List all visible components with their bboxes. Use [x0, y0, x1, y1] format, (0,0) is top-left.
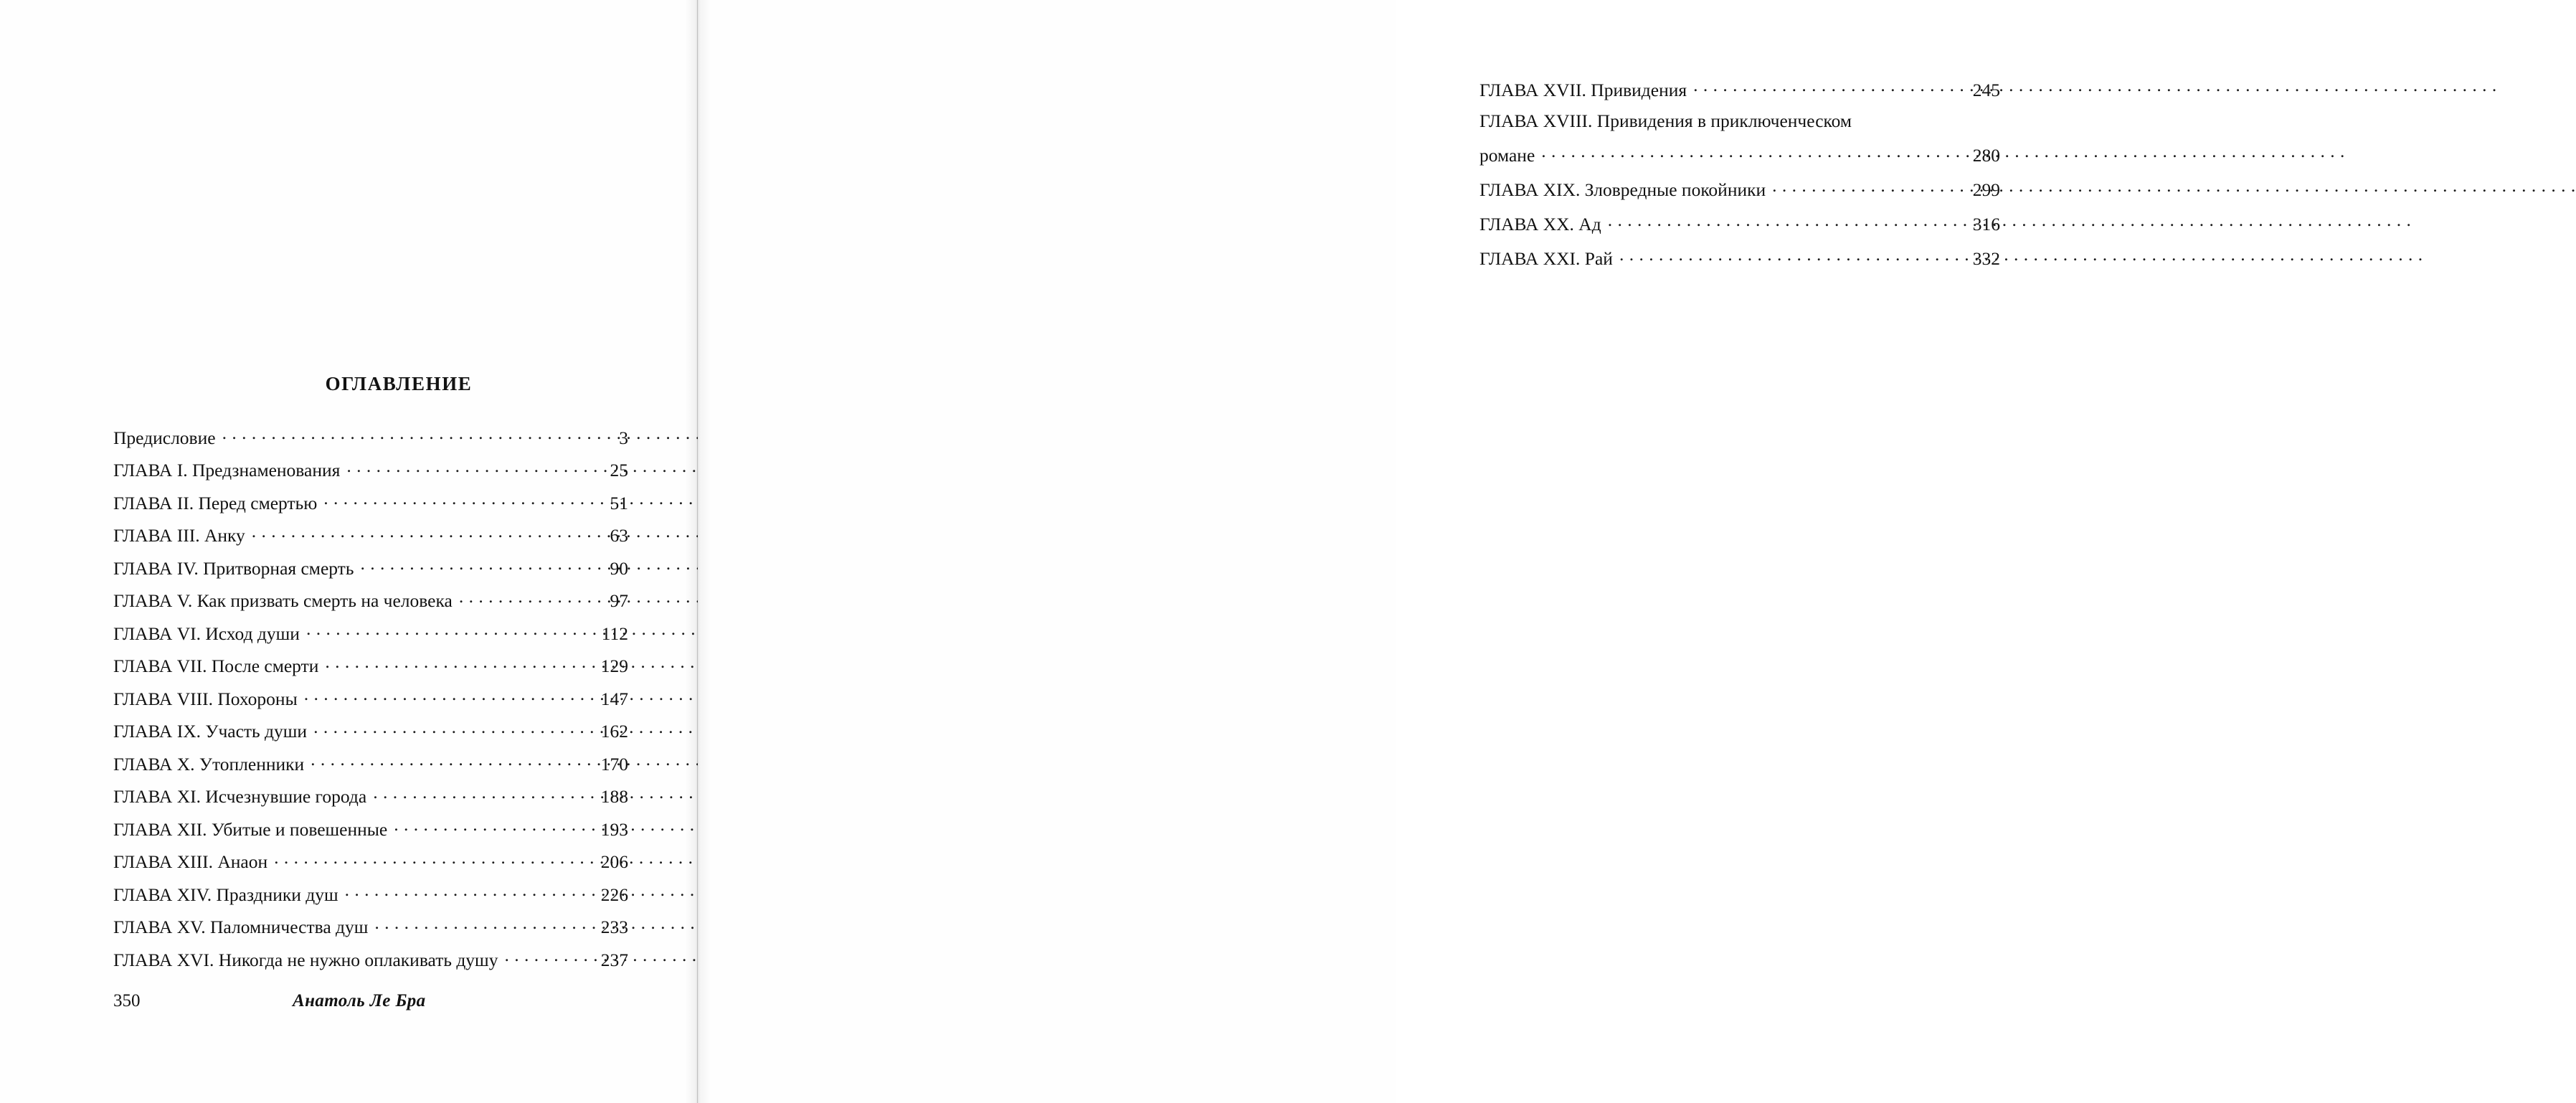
toc-entry-title: ГЛАВА I. Предзнаменования [113, 460, 341, 481]
leader-dots [1619, 247, 1958, 265]
toc-entry-page: 170 [600, 753, 628, 775]
table-of-contents [113, 373, 628, 980]
toc-entry-title-continued: романе [1479, 145, 1535, 166]
list-item [1479, 212, 2000, 234]
toc-entry-page: 3 [619, 427, 628, 448]
toc-entry-page: 51 [610, 492, 628, 513]
list-item [113, 785, 628, 806]
toc-entry-title: ГЛАВА X. Утопленники [113, 753, 305, 775]
toc-entry-title: Предисловие [113, 427, 216, 448]
leader-dots [311, 752, 586, 770]
toc-entry-page: 280 [1972, 145, 2000, 166]
list-item-continuation [1479, 143, 2000, 165]
leader-dots [374, 915, 586, 934]
table-of-contents-continued [1479, 77, 2000, 281]
list-item [113, 589, 628, 610]
toc-entry-title: ГЛАВА II. Перед смертью [113, 492, 318, 513]
leader-dots [313, 719, 586, 738]
list-item [113, 491, 628, 512]
toc-entry-title: ГЛАВА VIII. Похороны [113, 688, 298, 709]
list-item [113, 524, 628, 545]
toc-entry-title: ГЛАВА XI. Исчезнувшие города [113, 786, 367, 807]
leader-dots [459, 589, 586, 607]
toc-entry-page: 206 [600, 851, 628, 872]
leader-dots [360, 556, 586, 574]
list-item [1479, 178, 2000, 199]
list-item [113, 654, 628, 676]
list-item [113, 556, 628, 577]
toc-list-right [1479, 77, 2000, 268]
list-item [1479, 112, 2000, 131]
toc-entry-title: ГЛАВА IV. Притворная смерть [113, 557, 354, 579]
list-item [113, 458, 628, 480]
toc-entry-title: ГЛАВА XVII. Привидения [1479, 79, 1687, 100]
leader-dots [222, 425, 586, 444]
toc-entry-page: 316 [1972, 214, 2000, 235]
toc-entry-title: ГЛАВА VI. Исход души [113, 622, 300, 644]
leader-dots [504, 947, 586, 966]
list-item [113, 621, 628, 643]
toc-entry-page: 162 [600, 721, 628, 742]
leader-dots [274, 850, 586, 868]
toc-entry-page: 245 [1972, 79, 2000, 100]
toc-entry-title: ГЛАВА XIII. Анаон [113, 851, 268, 872]
leader-dots [373, 785, 586, 803]
toc-entry-page: 147 [600, 688, 628, 709]
list-item [113, 686, 628, 708]
toc-entry-page: 97 [610, 590, 628, 611]
leader-dots [1608, 212, 1958, 231]
leader-dots [394, 817, 586, 835]
toc-entry-page: 332 [1972, 248, 2000, 269]
list-item [113, 882, 628, 904]
folio-number: 350 [113, 991, 141, 1010]
toc-entry-title: ГЛАВА XVIII. Привидения в приключенческом [1479, 110, 1852, 131]
toc-entry-page: 63 [610, 525, 628, 546]
toc-entry-page: 90 [610, 557, 628, 579]
list-item [113, 850, 628, 871]
right-page [698, 0, 2000, 1103]
toc-entry-title: ГЛАВА IX. Участь души [113, 721, 308, 742]
list-item [113, 425, 628, 447]
leader-dots [323, 491, 586, 509]
toc-entry-title: ГЛАВА XIV. Праздники душ [113, 884, 338, 905]
toc-entry-title: ГЛАВА III. Анку [113, 525, 245, 546]
page-footer [113, 991, 630, 1011]
toc-entry-title: ГЛАВА XX. Ад [1479, 214, 1601, 235]
toc-entry-title: ГЛАВА VII. После смерти [113, 655, 319, 676]
running-head-author: Анатоль Ле Бра [293, 991, 426, 1010]
list-item [1479, 247, 2000, 268]
toc-entry-page: 188 [600, 786, 628, 807]
list-item [113, 752, 628, 773]
toc-entry-title: ГЛАВА XXI. Рай [1479, 248, 1613, 269]
leader-dots [304, 686, 586, 705]
leader-dots [252, 524, 586, 542]
toc-entry-page: 112 [601, 622, 628, 644]
list-item [113, 719, 628, 741]
toc-entry-page: 226 [600, 884, 628, 905]
toc-entry-page: 299 [1972, 179, 2000, 200]
list-item [1479, 77, 2000, 99]
leader-dots [325, 654, 586, 673]
leader-dots [1772, 178, 1958, 197]
list-item [113, 817, 628, 838]
list-item [113, 915, 628, 937]
left-page [0, 0, 698, 1103]
toc-entry-title: ГЛАВА XIX. Зловредные покойники [1479, 179, 1766, 200]
leader-dots [346, 458, 586, 477]
toc-entry-title: ГЛАВА XII. Убитые и повешенные [113, 818, 388, 840]
toc-entry-title: ГЛАВА V. Как призвать смерть на человека [113, 590, 453, 611]
toc-entry-page: 193 [600, 818, 628, 840]
toc-list-left [113, 425, 628, 969]
list-item [113, 947, 628, 969]
leader-dots [1541, 143, 1958, 162]
toc-entry-page: 237 [600, 949, 628, 970]
toc-entry-page: 233 [600, 917, 628, 937]
toc-entry-page: 25 [610, 460, 628, 481]
leader-dots [1693, 77, 1958, 96]
toc-entry-page: 129 [600, 655, 628, 676]
leader-dots [306, 621, 586, 640]
page-title: ОГЛАВЛЕНИЕ [325, 373, 473, 394]
leader-dots [345, 882, 586, 901]
toc-entry-title: ГЛАВА XV. Паломничества душ [113, 917, 369, 937]
toc-entry-title: ГЛАВА XVI. Никогда не нужно оплакивать душу [113, 949, 498, 970]
